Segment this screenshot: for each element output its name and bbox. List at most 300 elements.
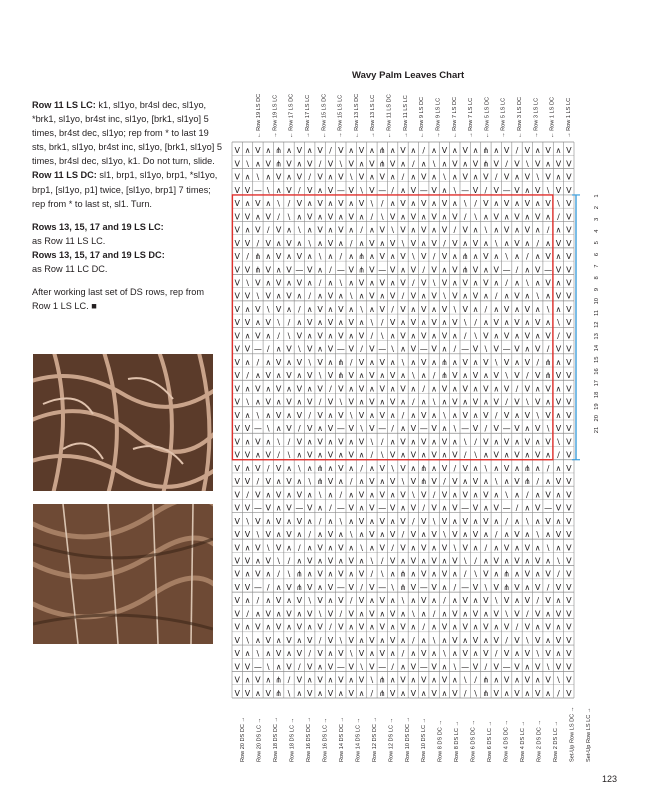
stitch-symbol: ∧: [286, 146, 292, 156]
stitch-symbol: ∧: [358, 609, 365, 619]
stitch-symbol: /: [380, 437, 384, 447]
stitch-symbol: V: [566, 172, 572, 182]
stitch-symbol: ⋔: [441, 357, 448, 367]
stitch-symbol: /: [339, 490, 343, 500]
stitch-symbol: V: [462, 622, 468, 632]
stitch-symbol: ∧: [275, 530, 282, 540]
stitch-symbol: ∧: [420, 609, 427, 619]
stitch-symbol: ∧: [244, 172, 251, 182]
repeat-note: After working last set of DS rows, rep from Row 1 LS LC. ■: [32, 287, 205, 312]
stitch-symbol: /: [557, 688, 560, 698]
stitch-symbol: /: [432, 490, 436, 500]
stitch-symbol: ∧: [358, 450, 365, 460]
stitch-symbol: ∧: [503, 238, 510, 248]
stitch-symbol: \: [526, 159, 529, 169]
stitch-symbol: /: [505, 516, 508, 526]
stitch-symbol: V: [472, 662, 479, 672]
stitch-symbol: ∧: [389, 331, 396, 341]
stitch-symbol: ⋔: [254, 252, 262, 262]
stitch-symbol: V: [348, 265, 354, 275]
stitch-symbol: V: [296, 437, 303, 447]
stitch-symbol: ∧: [472, 543, 479, 553]
stitch-symbol: ∧: [317, 265, 324, 275]
stitch-symbol: ∧: [514, 463, 520, 473]
stitch-symbol: V: [555, 424, 562, 434]
stitch-symbol: /: [318, 159, 322, 169]
stitch-symbol: ∧: [410, 146, 417, 156]
stitch-symbol: /: [380, 318, 384, 328]
stitch-symbol: /: [360, 582, 363, 592]
stitch-symbol: ∧: [306, 490, 313, 500]
stitch-symbol: /: [422, 384, 426, 394]
stitch-symbol: ∧: [317, 530, 324, 540]
stitch-symbol: /: [432, 371, 436, 381]
stitch-symbol: ∧: [244, 225, 251, 235]
stitch-symbol: /: [318, 278, 322, 288]
stitch-symbol: V: [389, 503, 396, 513]
stitch-symbol: ⋔: [275, 675, 282, 685]
stitch-symbol: V: [566, 252, 572, 262]
stitch-symbol: V: [389, 477, 396, 487]
stitch-symbol: —: [336, 265, 345, 275]
stitch-symbol: ∧: [400, 212, 406, 222]
stitch-symbol: V: [441, 278, 448, 288]
stitch-symbol: ∧: [462, 159, 469, 169]
stitch-symbol: ∧: [254, 635, 261, 645]
stitch-symbol: ∧: [244, 384, 251, 394]
stitch-symbol: V: [317, 543, 323, 553]
stitch-symbol: V: [348, 159, 354, 169]
stitch-symbol: ∧: [451, 437, 458, 447]
stitch-symbol: ∧: [482, 318, 489, 328]
stitch-symbol: V: [483, 278, 489, 288]
stitch-symbol: V: [534, 662, 541, 672]
stitch-symbol: V: [338, 622, 344, 632]
stitch-symbol: ∧: [545, 318, 552, 328]
stitch-symbol: V: [255, 463, 261, 473]
stitch-symbol: V: [441, 252, 448, 262]
stitch-symbol: V: [566, 609, 572, 619]
stitch-symbol: /: [412, 278, 415, 288]
stitch-number: 2: [594, 206, 600, 210]
stitch-symbol: —: [378, 344, 387, 354]
stitch-symbol: —: [502, 344, 511, 354]
row-label-bottom: Set-Up Row LS DC →: [569, 706, 576, 762]
stitch-symbol: ∧: [389, 649, 396, 659]
stitch-symbol: V: [493, 556, 500, 566]
stitch-symbol: V: [462, 225, 468, 235]
stitch-symbol: V: [566, 357, 572, 367]
stitch-symbol: \: [298, 225, 301, 235]
stitch-symbol: \: [412, 609, 415, 619]
stitch-symbol: V: [514, 582, 520, 592]
stitch-symbol: V: [379, 225, 386, 235]
stitch-symbol: V: [493, 159, 500, 169]
stitch-symbol: —: [378, 662, 387, 672]
stitch-symbol: ∧: [327, 437, 334, 447]
stitch-symbol: —: [253, 185, 262, 195]
stitch-symbol: ∧: [275, 424, 282, 434]
stitch-symbol: ∧: [244, 437, 251, 447]
stitch-symbol: \: [453, 185, 457, 195]
stitch-symbol: /: [329, 265, 332, 275]
stitch-symbol: \: [453, 543, 457, 553]
stitch-symbol: /: [505, 635, 508, 645]
stitch-symbol: V: [389, 212, 396, 222]
stitch-symbol: ∧: [441, 424, 448, 434]
stitch-symbol: \: [287, 569, 291, 579]
stitch-symbol: ∧: [534, 278, 541, 288]
stitch-symbol: ∧: [286, 252, 292, 262]
stitch-symbol: ∧: [389, 490, 396, 500]
stitch-symbol: ∧: [441, 635, 448, 645]
stitch-symbol: \: [505, 490, 508, 500]
stitch-symbol: ∧: [420, 291, 427, 301]
stitch-symbol: V: [420, 569, 427, 579]
stitch-symbol: V: [452, 609, 458, 619]
stitch-symbol: \: [484, 463, 488, 473]
stitch-symbol: V: [452, 318, 458, 328]
row-label-bottom: Row 8 DS DC →: [437, 720, 444, 762]
stitch-symbol: ∧: [275, 397, 282, 407]
stitch-symbol: V: [410, 424, 417, 434]
stitch-symbol: ⋔: [503, 569, 510, 579]
stitch-symbol: V: [400, 516, 406, 526]
stitch-symbol: —: [378, 265, 387, 275]
stitch-symbol: V: [286, 397, 292, 407]
stitch-symbol: ∧: [244, 649, 251, 659]
stitch-symbol: V: [441, 622, 448, 632]
stitch-symbol: \: [557, 556, 560, 566]
stitch-symbol: \: [277, 199, 280, 209]
stitch-symbol: V: [255, 490, 261, 500]
stitch-symbol: \: [526, 635, 529, 645]
stitch-symbol: ∧: [410, 357, 417, 367]
stitch-symbol: /: [443, 238, 446, 248]
stitch-symbol: /: [380, 199, 384, 209]
stitch-symbol: /: [287, 675, 291, 685]
stitch-symbol: ∧: [431, 622, 438, 632]
stitch-symbol: V: [306, 212, 313, 222]
stitch-symbol: V: [545, 199, 551, 209]
stitch-symbol: /: [256, 357, 260, 367]
stitch-symbol: ∧: [514, 649, 520, 659]
stitch-symbol: V: [379, 410, 386, 420]
stitch-symbol: V: [327, 159, 334, 169]
stitch-symbol: ∧: [493, 331, 500, 341]
stitch-symbol: /: [494, 410, 498, 420]
stitch-number: 4: [594, 229, 600, 233]
stitch-symbol: ⋔: [482, 146, 490, 156]
stitch-symbol: /: [298, 543, 301, 553]
stitch-symbol: ∧: [306, 225, 313, 235]
stitch-symbol: —: [336, 503, 345, 513]
stitch-symbol: ∧: [545, 635, 552, 645]
stitch-symbol: ∧: [400, 159, 406, 169]
stitch-symbol: \: [546, 662, 550, 672]
stitch-symbol: V: [234, 530, 240, 540]
stitch-symbol: /: [370, 450, 374, 460]
stitch-symbol: ∧: [472, 357, 479, 367]
stitch-symbol: ∧: [317, 662, 324, 672]
stitch-symbol: V: [286, 662, 292, 672]
stitch-symbol: V: [462, 649, 468, 659]
stitch-symbol: \: [308, 477, 312, 487]
stitch-symbol: V: [234, 199, 240, 209]
stitch-symbol: V: [441, 437, 448, 447]
stitch-symbol: ∧: [317, 450, 324, 460]
stitch-symbol: /: [536, 596, 540, 606]
stitch-symbol: ∧: [524, 450, 531, 460]
stitch-symbol: ∧: [482, 503, 489, 513]
stitch-symbol: V: [420, 410, 427, 420]
row-label-top: ← Row 5 LS DC: [484, 96, 491, 138]
stitch-symbol: V: [545, 516, 551, 526]
stitch-symbol: ∧: [555, 596, 562, 606]
stitch-symbol: \: [391, 344, 394, 354]
stitch-symbol: V: [286, 582, 292, 592]
stitch-symbol: ∧: [389, 622, 396, 632]
stitch-symbol: ∧: [514, 596, 520, 606]
stitch-symbol: V: [234, 582, 240, 592]
stitch-symbol: V: [234, 212, 240, 222]
stitch-symbol: V: [431, 344, 437, 354]
stitch-symbol: ∧: [327, 199, 334, 209]
stitch-symbol: ∧: [451, 410, 458, 420]
stitch-symbol: V: [317, 437, 323, 447]
stitch-symbol: ∧: [337, 212, 344, 222]
stitch-symbol: V: [410, 556, 417, 566]
stitch-symbol: V: [566, 437, 572, 447]
stitch-symbol: /: [422, 622, 426, 632]
stitch-symbol: V: [358, 357, 365, 367]
row11-ls-lc-instruction: Row 11 LS LC: k1, sl1yo, br4sl dec, sl1yo, *brk1, sl1yo, br4st inc, sl1yo, [brk1, sl1yo] 5 times, br4st dec, sl1yo; rep from * to last 19 sts, brk1, sl1yo, br4st inc, sl1yo, [brk1, sl1yo] 5 times, br4sl dec, sl1yo, k1. Do not turn, slide. Row 11 LS DC: sl1, brp1, sl1yo, brp1, *sl1yo, brp1, [sl1yo, p1] twice, [sl1yo, brp1] 7 times; rep from * to last st, sl1. Turn.: [32, 100, 222, 209]
stitch-symbol: \: [453, 662, 457, 672]
stitch-symbol: /: [474, 675, 477, 685]
stitch-symbol: ∧: [244, 410, 251, 420]
stitch-symbol: V: [265, 477, 272, 487]
stitch-symbol: V: [472, 185, 479, 195]
stitch-symbol: V: [534, 344, 541, 354]
stitch-symbol: ⋔: [275, 688, 282, 698]
stitch-symbol: V: [503, 331, 510, 341]
stitch-symbol: ∧: [265, 596, 272, 606]
stitch-symbol: V: [234, 477, 240, 487]
stitch-symbol: ∧: [482, 371, 489, 381]
stitch-number: 20: [594, 415, 600, 422]
stitch-symbol: V: [369, 477, 375, 487]
stitch-symbol: V: [389, 688, 396, 698]
stitch-symbol: V: [265, 238, 272, 248]
stitch-symbol: V: [244, 450, 251, 460]
stitch-symbol: V: [555, 159, 562, 169]
stitch-symbol: V: [234, 609, 240, 619]
stitch-symbol: ∧: [348, 543, 355, 553]
stitch-symbol: ∧: [524, 530, 531, 540]
stitch-symbol: V: [503, 410, 510, 420]
stitch-symbol: V: [234, 424, 240, 434]
stitch-symbol: ∧: [482, 556, 489, 566]
stitch-symbol: V: [286, 530, 292, 540]
stitch-symbol: V: [410, 238, 417, 248]
stitch-symbol: V: [275, 490, 282, 500]
stitch-symbol: V: [358, 146, 365, 156]
stitch-symbol: V: [327, 212, 334, 222]
stitch-symbol: V: [441, 463, 448, 473]
stitch-symbol: /: [266, 225, 270, 235]
stitch-symbol: /: [453, 225, 457, 235]
stitch-symbol: ∧: [317, 212, 324, 222]
stitch-symbol: ∧: [348, 463, 355, 473]
stitch-symbol: V: [265, 291, 272, 301]
stitch-symbol: V: [379, 252, 386, 262]
stitch-symbol: V: [400, 278, 406, 288]
stitch-symbol: —: [419, 344, 428, 354]
stitch-symbol: V: [327, 477, 334, 487]
stitch-symbol: ∧: [306, 569, 313, 579]
stitch-symbol: V: [524, 675, 531, 685]
stitch-symbol: \: [349, 291, 353, 301]
stitch-symbol: ∧: [244, 543, 251, 553]
stitch-symbol: \: [432, 397, 436, 407]
stitch-symbol: V: [234, 556, 240, 566]
stitch-symbol: ∧: [462, 477, 469, 487]
stitch-symbol: ∧: [493, 225, 500, 235]
stitch-symbol: /: [443, 596, 446, 606]
stitch-number: 11: [594, 309, 600, 317]
stitch-symbol: ∧: [275, 371, 282, 381]
stitch-symbol: ∧: [410, 569, 417, 579]
stitch-symbol: ⋔: [358, 252, 365, 262]
stitch-symbol: V: [306, 397, 313, 407]
stitch-symbol: V: [503, 675, 510, 685]
stitch-symbol: ∧: [524, 503, 531, 513]
stitch-symbol: V: [255, 384, 261, 394]
stitch-symbol: V: [493, 212, 500, 222]
stitch-symbol: ∧: [555, 384, 562, 394]
stitch-symbol: ∧: [534, 516, 541, 526]
row-label-bottom: Set-Up Row LS LC →: [586, 707, 592, 762]
stitch-symbol: ∧: [514, 278, 520, 288]
stitch-symbol: ∧: [420, 397, 427, 407]
stitch-symbol: /: [412, 159, 415, 169]
stitch-symbol: ∧: [545, 397, 552, 407]
stitch-symbol: V: [545, 649, 551, 659]
stitch-symbol: V: [452, 397, 458, 407]
stitch-symbol: /: [474, 199, 477, 209]
stitch-symbol: V: [524, 649, 531, 659]
stitch-symbol: \: [391, 225, 394, 235]
stitch-symbol: \: [360, 543, 363, 553]
stitch-symbol: —: [378, 582, 387, 592]
stitch-symbol: V: [503, 543, 510, 553]
stitch-symbol: V: [286, 265, 292, 275]
stitch-symbol: ∧: [275, 344, 282, 354]
stitch-symbol: V: [234, 318, 240, 328]
stitch-symbol: V: [493, 450, 500, 460]
stitch-symbol: /: [277, 331, 280, 341]
stitch-symbol: /: [494, 172, 498, 182]
stitch-symbol: V: [338, 331, 344, 341]
stitch-symbol: V: [566, 450, 572, 460]
stitch-symbol: —: [253, 424, 262, 434]
stitch-symbol: ∧: [389, 357, 396, 367]
stitch-symbol: V: [369, 635, 375, 645]
stitch-symbol: V: [545, 331, 551, 341]
stitch-symbol: /: [505, 397, 508, 407]
stitch-symbol: ∧: [296, 635, 303, 645]
stitch-symbol: ∧: [410, 437, 417, 447]
stitch-symbol: /: [526, 371, 529, 381]
stitch-symbol: V: [244, 688, 251, 698]
stitch-symbol: V: [286, 371, 292, 381]
stitch-symbol: ∧: [514, 199, 520, 209]
stitch-symbol: ∧: [275, 238, 282, 248]
stitch-symbol: /: [277, 569, 280, 579]
stitch-symbol: ∧: [275, 662, 282, 672]
stitch-symbol: V: [244, 424, 251, 434]
stitch-symbol: ∧: [327, 596, 334, 606]
stitch-symbol: V: [327, 397, 334, 407]
stitch-symbol: V: [306, 424, 313, 434]
stitch-symbol: V: [369, 265, 375, 275]
stitch-symbol: ∧: [534, 331, 541, 341]
stitch-symbol: V: [338, 304, 344, 314]
stitch-symbol: V: [369, 424, 375, 434]
stitch-symbol: V: [483, 410, 489, 420]
stitch-symbol: \: [443, 410, 446, 420]
stitch-symbol: \: [463, 675, 467, 685]
stitch-symbol: V: [462, 357, 468, 367]
stitch-symbol: ∧: [327, 516, 334, 526]
stitch-symbol: ∧: [431, 331, 438, 341]
stitch-symbol: ∧: [296, 530, 303, 540]
stitch-symbol: \: [391, 582, 394, 592]
stitch-symbol: /: [380, 556, 384, 566]
stitch-symbol: V: [234, 159, 240, 169]
stitch-symbol: /: [246, 609, 249, 619]
stitch-symbol: ∧: [327, 252, 334, 262]
stitch-symbol: V: [338, 172, 344, 182]
stitch-symbol: ⋔: [544, 371, 552, 381]
stitch-symbol: V: [306, 265, 313, 275]
stitch-symbol: ∧: [358, 477, 365, 487]
stitch-symbol: /: [412, 397, 415, 407]
stitch-symbol: ⋔: [461, 265, 469, 275]
stitch-symbol: V: [255, 331, 261, 341]
stitch-symbol: ⋔: [441, 371, 448, 381]
stitch-symbol: V: [379, 516, 386, 526]
stitch-symbol: V: [410, 291, 417, 301]
stitch-symbol: ∧: [514, 252, 520, 262]
stitch-symbol: —: [419, 582, 428, 592]
stitch-symbol: /: [412, 516, 415, 526]
stitch-symbol: ∧: [441, 503, 448, 513]
stitch-number: 5: [594, 241, 600, 245]
stitch-symbol: /: [515, 384, 519, 394]
stitch-symbol: V: [389, 371, 396, 381]
stitch-symbol: V: [327, 688, 334, 698]
stitch-symbol: \: [246, 159, 249, 169]
stitch-symbol: V: [296, 384, 303, 394]
stitch-symbol: V: [441, 225, 448, 235]
stitch-symbol: V: [317, 384, 323, 394]
stitch-symbol: V: [286, 477, 292, 487]
stitch-symbol: V: [545, 252, 551, 262]
stitch-symbol: ⋔: [461, 252, 469, 262]
stitch-symbol: V: [400, 437, 406, 447]
stitch-symbol: V: [452, 635, 458, 645]
